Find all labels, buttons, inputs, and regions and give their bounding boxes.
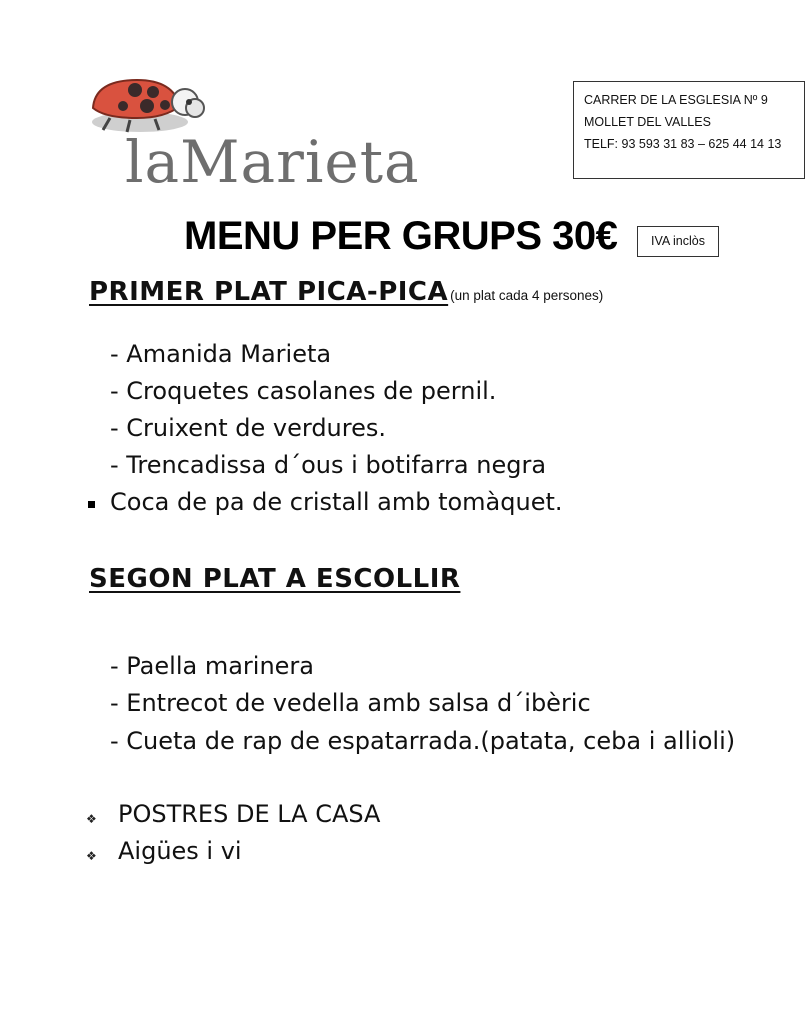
menu-item: - Cruixent de verdures. [110,414,386,442]
square-bullet-icon [88,501,95,508]
menu-item-bullet: Coca de pa de cristall amb tomàquet. [110,488,563,516]
address-phone: TELF: 93 593 31 83 – 625 44 14 13 [584,137,782,151]
primer-plat-section [62,277,603,307]
primer-plat-note: (un plat cada 4 persones) [450,288,604,303]
menu-item: - Cueta de rap de espatarrada.(patata, ceba i allioli) [110,727,736,755]
menu-item: - Croquetes casolanes de pernil. [110,377,497,405]
extra-item-postres: POSTRES DE LA CASA [118,800,381,828]
diamond-bullet-icon: ❖ [86,849,97,863]
logo [85,70,515,195]
menu-item: - Entrecot de vedella amb salsa d´ibèric [110,689,591,717]
segon-plat-section [62,564,460,594]
address-city: MOLLET DEL VALLES [584,115,711,129]
address-box [573,81,805,179]
menu-item: - Amanida Marieta [110,340,332,368]
address-street: CARRER DE LA ESGLESIA Nº 9 [584,93,768,107]
logo-text: laMarieta [125,128,420,196]
iva-badge: IVA inclòs [637,226,719,257]
page-title: MENU PER GRUPS 30€ [184,214,618,258]
primer-plat-heading: PRIMER PLAT PICA-PICA [89,277,449,307]
extra-item-drinks: Aigües i vi [118,837,242,865]
segon-plat-heading: SEGON PLAT A ESCOLLIR [89,564,461,594]
menu-item: - Trencadissa d´ous i botifarra negra [110,451,547,479]
diamond-bullet-icon: ❖ [86,812,97,826]
menu-item: - Paella marinera [110,652,314,680]
